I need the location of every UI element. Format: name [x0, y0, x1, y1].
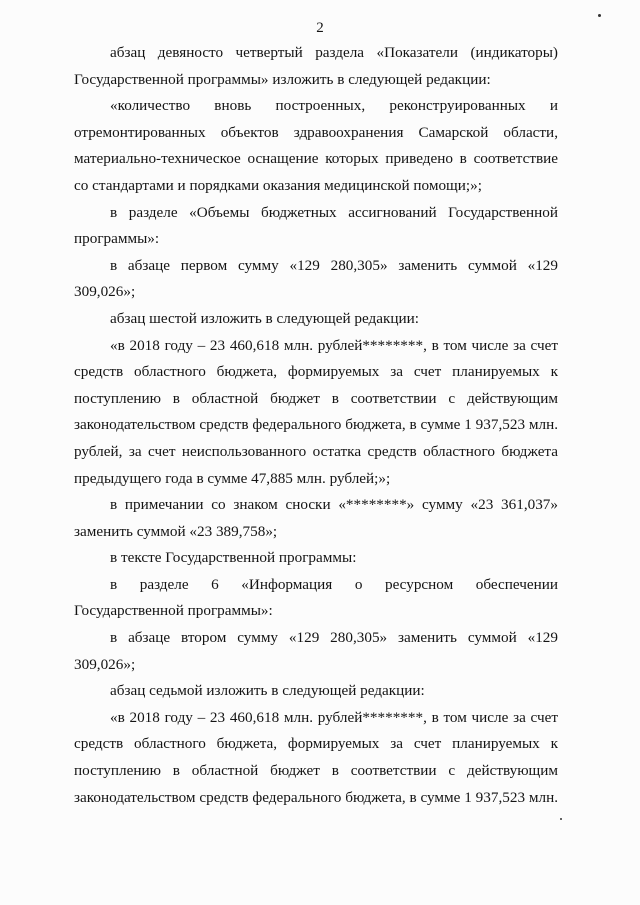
paragraph-2: «количество вновь построенных, реконструированных и отремонтированных объектов здравоохранения Самарской области, материально-техническое оснащение которых приведено в соответствие со стандартами и порядками оказания медицинской помощи;»;: [74, 97, 558, 194]
paragraph-11: абзац седьмой изложить в следующей редакции:: [110, 682, 425, 700]
paragraph-4: в абзаце первом сумму «129 280,305» заменить суммой «129 309,026»;: [74, 256, 558, 301]
scan-speck: [560, 818, 562, 820]
paragraph-3: в разделе «Объемы бюджетных ассигнований Государственной программы»:: [74, 203, 558, 248]
scan-speck: [598, 14, 601, 17]
paragraph-8: в тексте Государственной программы:: [110, 549, 357, 567]
paragraph-7: в примечании со знаком сноски «********» сумму «23 361,037» заменить суммой «23 389,758»;: [74, 496, 558, 540]
page-number: 2: [316, 20, 324, 36]
paragraph-9: в разделе 6 «Информация о ресурсном обеспечении Государственной программы»:: [74, 575, 558, 620]
paragraph-6: «в 2018 году – 23 460,618 млн. рублей********, в том числе за счет средств областного бюджета, формируемых за счет планируемых к поступлению в областной бюджет в соответствии с действующим законодательством средств федерального бюджета, в сумме 1 937,523 млн. рублей, за счет неиспользованного остатка средств областного бюджета предыдущего года в сумме 47,885 млн. рублей;»;: [74, 336, 558, 487]
paragraph-12: «в 2018 году – 23 460,618 млн. рублей********, в том числе за счет средств областного бюджета, формируемых за счет планируемых к поступлению в областной бюджет в соответствии с действующим законодательством средств федерального бюджета, в сумме 1 937,523 млн.: [74, 708, 558, 806]
document-body: [74, 40, 558, 811]
paragraph-1: абзац девяносто четвертый раздела «Показатели (индикаторы) Государственной программы» изложить в следующей редакции:: [74, 44, 558, 88]
paragraph-10: в абзаце втором сумму «129 280,305» заменить суммой «129 309,026»;: [74, 629, 558, 673]
paragraph-5: абзац шестой изложить в следующей редакции:: [110, 309, 419, 327]
